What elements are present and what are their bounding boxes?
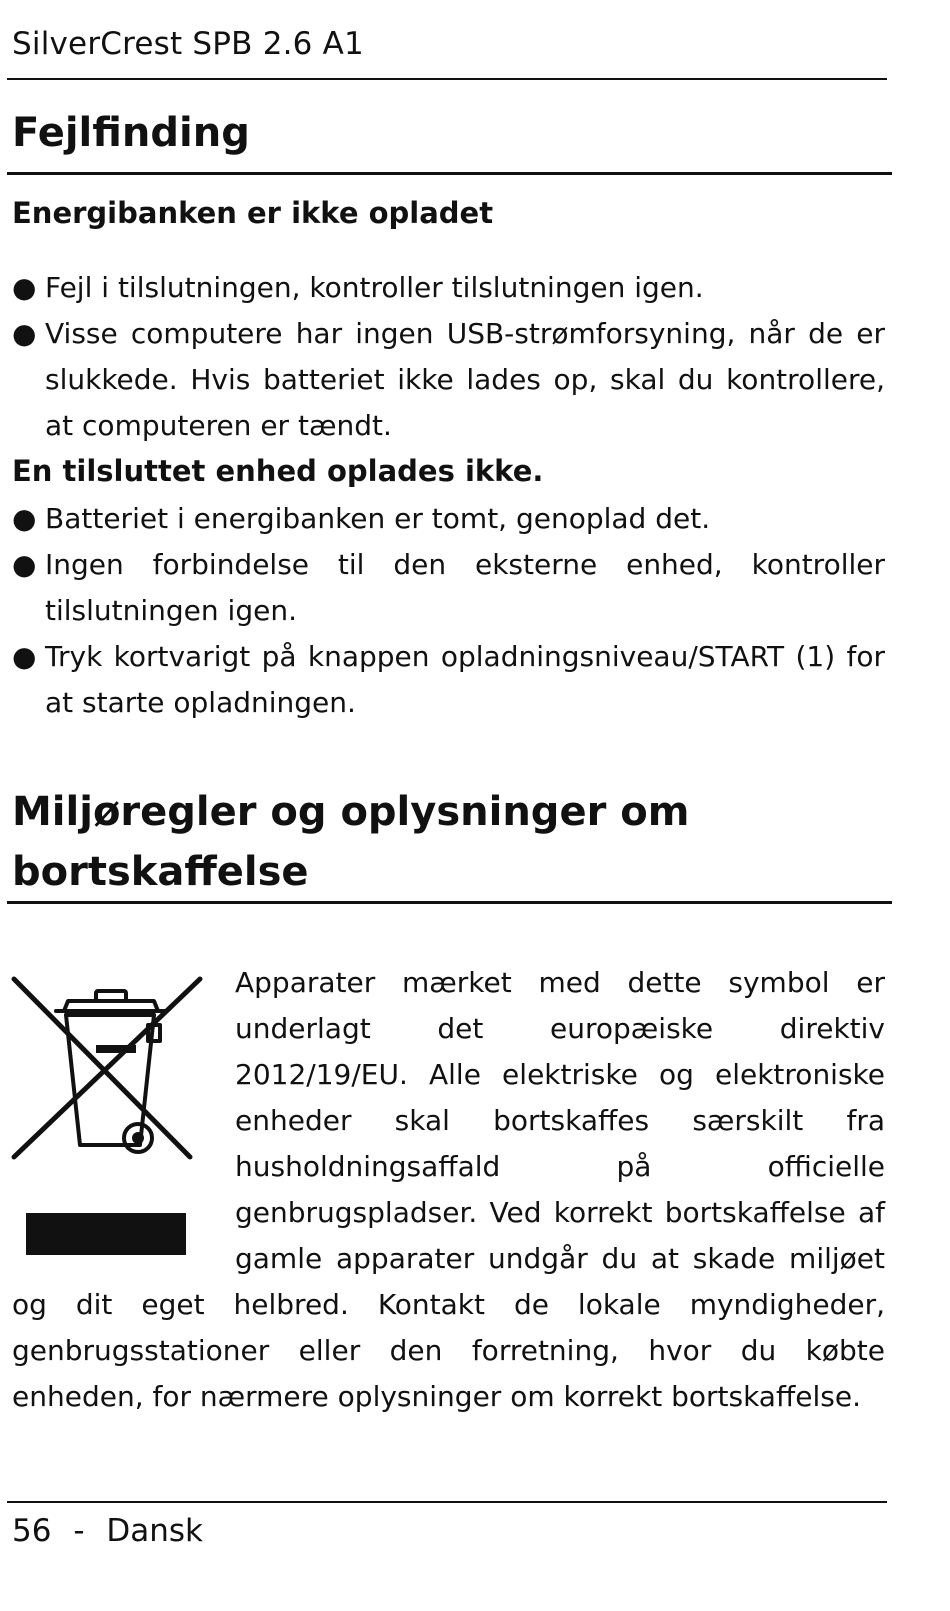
section-divider [7, 172, 892, 175]
list-item-text: Fejl i tilslutningen, kontroller tilslutningen igen. [45, 271, 704, 304]
list-item [12, 496, 885, 542]
troubleshooting-heading: Fejlfinding [12, 110, 250, 156]
footer-language: Dansk [106, 1513, 203, 1549]
header-divider [7, 78, 887, 80]
list-item-text: Visse computere har ingen USB-strømforsyning, når de er slukkede. Hvis batteriet ikke lades op, skal du kontrollere, at computeren er tændt. [45, 317, 885, 442]
list-item [12, 542, 885, 634]
page-number: 56 [12, 1513, 52, 1549]
bullet-icon: ● [12, 548, 37, 581]
list-item [12, 265, 885, 311]
page-footer [12, 1513, 203, 1549]
bullet-icon: ● [12, 317, 37, 350]
list-item-text: Tryk kortvarigt på knappen opladningsniveau/START (1) for at starte opladningen. [45, 640, 885, 719]
bullet-list [12, 265, 885, 449]
bullet-icon: ● [12, 640, 37, 673]
disposal-paragraph [12, 960, 885, 1420]
disposal-text: Apparater mærket med dette symbol er underlagt det europæiske direktiv 2012/19/EU. Alle elektriske og elektroniske enheder skal bortskaffes særskilt fra husholdningsaffald på officielle genbrugspladser. Ved korrekt bortskaffelse af gamle apparater undgår du at skade miljøet og dit eget helbred. Kontakt de lokale myndigheder, genbrugsstationer eller den forretning, hvor du købte enheden, for nærmere oplysninger om korrekt bortskaffelse. [12, 966, 885, 1413]
footer-separator: - [73, 1513, 85, 1549]
list-item-text: Ingen forbindelse til den eksterne enhed, kontroller tilslutningen igen. [45, 548, 885, 627]
bullet-icon: ● [12, 271, 37, 304]
list-item [12, 634, 885, 726]
environment-heading: Miljøregler og oplysninger om bortskaffelse [12, 789, 690, 895]
list-item-text: Batteriet i energibanken er tomt, genoplad det. [45, 502, 711, 535]
bullet-icon: ● [12, 502, 37, 535]
bullet-list [12, 496, 885, 726]
document-header-title: SilverCrest SPB 2.6 A1 [12, 26, 364, 62]
group-heading-device-not-charging: En tilsluttet enhed oplades ikke. [12, 454, 544, 488]
section-divider [7, 901, 892, 904]
list-item [12, 311, 885, 449]
group-heading-powerbank-not-charged: Energibanken er ikke opladet [12, 196, 494, 230]
footer-divider [7, 1501, 887, 1503]
